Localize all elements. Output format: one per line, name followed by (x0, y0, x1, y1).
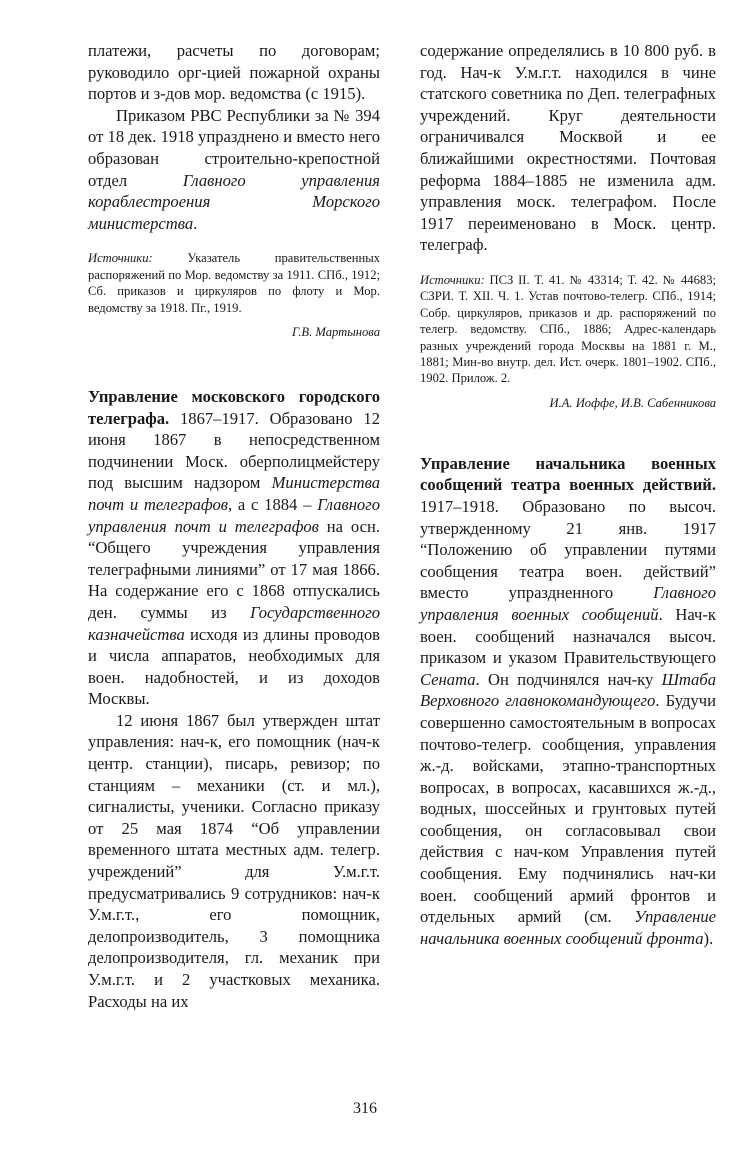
author: И.А. Иоффе, И.В. Сабенникова (549, 395, 716, 410)
paragraph-continuation: платежи, расчеты по договорам; руководило орг-цией пожарной охраны портов и з-дов мор. ведомства (с 1915). (88, 41, 380, 104)
text: Приказом РВС Республики за № 394 от 18 дек. 1918 упразднено и вместо него образован строительно-крепостной отдел (88, 105, 380, 190)
text: . Нач-к воен. сообщений назначался высоч. приказом и указом Правительствующего (420, 604, 716, 668)
author: Г.В. Мартынова (292, 324, 380, 339)
page-number: 316 (353, 1100, 377, 1117)
cross-reference: Главного управления военных сообщений (420, 583, 716, 624)
sources-text: ПСЗ II. Т. 41. № 43314; Т. 42. № 44683; СЗРИ. Т. XII. Ч. 1. Устав почтово-телегр. СПб., 1914; Собр. циркуляров, приказов и др. распоряжений по телегр. ведомству. СПб., 1886; Адрес-календарь разных учреждений города Москвы на 1881 г. М., 1881; Мин-во внутр. дел. Ист. очерк. 1801–1902. СПб., 1902. Прилож. 2. (420, 272, 716, 386)
text: , а с 1884 – (227, 494, 318, 514)
text: на осн. “Общего учреждения управления телеграфными линиями” от 17 мая 1866. На содержание его с 1868 отпускались ден. суммы из (88, 516, 380, 622)
cross-reference: Штаба Верховного главнокомандующего (420, 669, 716, 711)
text: . (193, 213, 198, 233)
text: . Будучи совершенно самостоятельным в вопросах почтово-телегр. сообщения, управления ж.-д. войсками, этапно-транспортных вопросах, в вопросах, касавшихся ж.-д., водных, шоссейных и грунтовых путей сообщения, он согласовывал свои действия с нач-ком Управления путей сообщения. Ему подчинялись нач-ки воен. сообщений армий фронтов и отдельных армий (см. (420, 691, 716, 927)
sources (88, 250, 380, 316)
sources-label: Источники: (88, 251, 153, 266)
right-column (420, 40, 716, 949)
left-column (88, 40, 380, 1012)
cross-reference: Государственного казначейства (88, 602, 380, 644)
article-header-paragraph (88, 386, 380, 710)
cross-reference: Министерства почт и телеграфов (88, 473, 380, 514)
cross-reference: Сената (420, 669, 476, 689)
paragraph-continuation: содержание определялись в 10 800 руб. в год. Нач-к У.м.г.т. находился в чине статского советника по Деп. телеграфных учреждений. Круг деятельности ограничивался Москвой и ее ближайшими окрестностями. Почтовая реформа 1884–1885 не изменила адм. управления моск. телеграфом. После 1917 переименовано в Моск. центр. телеграф. (420, 41, 716, 255)
sources-label: Источники: (420, 272, 485, 287)
paragraph-abolition (88, 105, 380, 235)
text: 1917–1918. Образовано по высоч. утвержденному 21 янв. 1917 “Положению об управлении путями сообщения театра воен. действий” вместо упраздненного (420, 496, 716, 603)
text: исходя из длины проводов и числа аппаратов, необходимых для воен. надобностей, и из доходов Москвы. (88, 624, 380, 709)
cross-reference: Главного управления почт и телеграфов (88, 494, 380, 536)
text: 1867–1917. Образовано 12 июня 1867 в непосредственном подчинении Моск. оберполицмейстеру под высшим надзором (88, 408, 380, 493)
article-title: Управление московского городского телеграфа. (88, 386, 380, 428)
text: . Он подчинялся нач-ку (475, 669, 662, 689)
text: ). (703, 928, 714, 948)
paragraph-staff: 12 июня 1867 был утвержден штат управления: нач-к, его помощник (нач-к центр. станции), писарь, ревизор; по станциям – механики (ст. и мл.), сигналисты, ученики. Согласно приказу от 25 мая 1874 “Об управлении временного штата местных адм. телегр. учреждений” для У.м.г.т. предусматривались 9 сотрудников: нач-к У.м.г.т., его помощник, делопроизводитель, 3 помощника делопроизводителя, гл. механик при У.м.г.т. и 2 участковых механика. Расходы на их (88, 710, 380, 1011)
article-header-paragraph (420, 453, 716, 950)
cross-reference: Управление начальника военных сообщений фронта (420, 907, 716, 948)
article-title: Управление начальника военных сообщений театра военных действий. (420, 453, 716, 495)
sources (420, 272, 716, 387)
sources-text: Указатель правительственных распоряжений по Мор. ведомству за 1911. СПб., 1912; Сб. приказов и циркуляров по флоту и Мор. ведомству за 1918. Пг., 1919. (88, 251, 380, 315)
cross-reference: Главного управления кораблестроения Морского министерства (88, 170, 380, 233)
